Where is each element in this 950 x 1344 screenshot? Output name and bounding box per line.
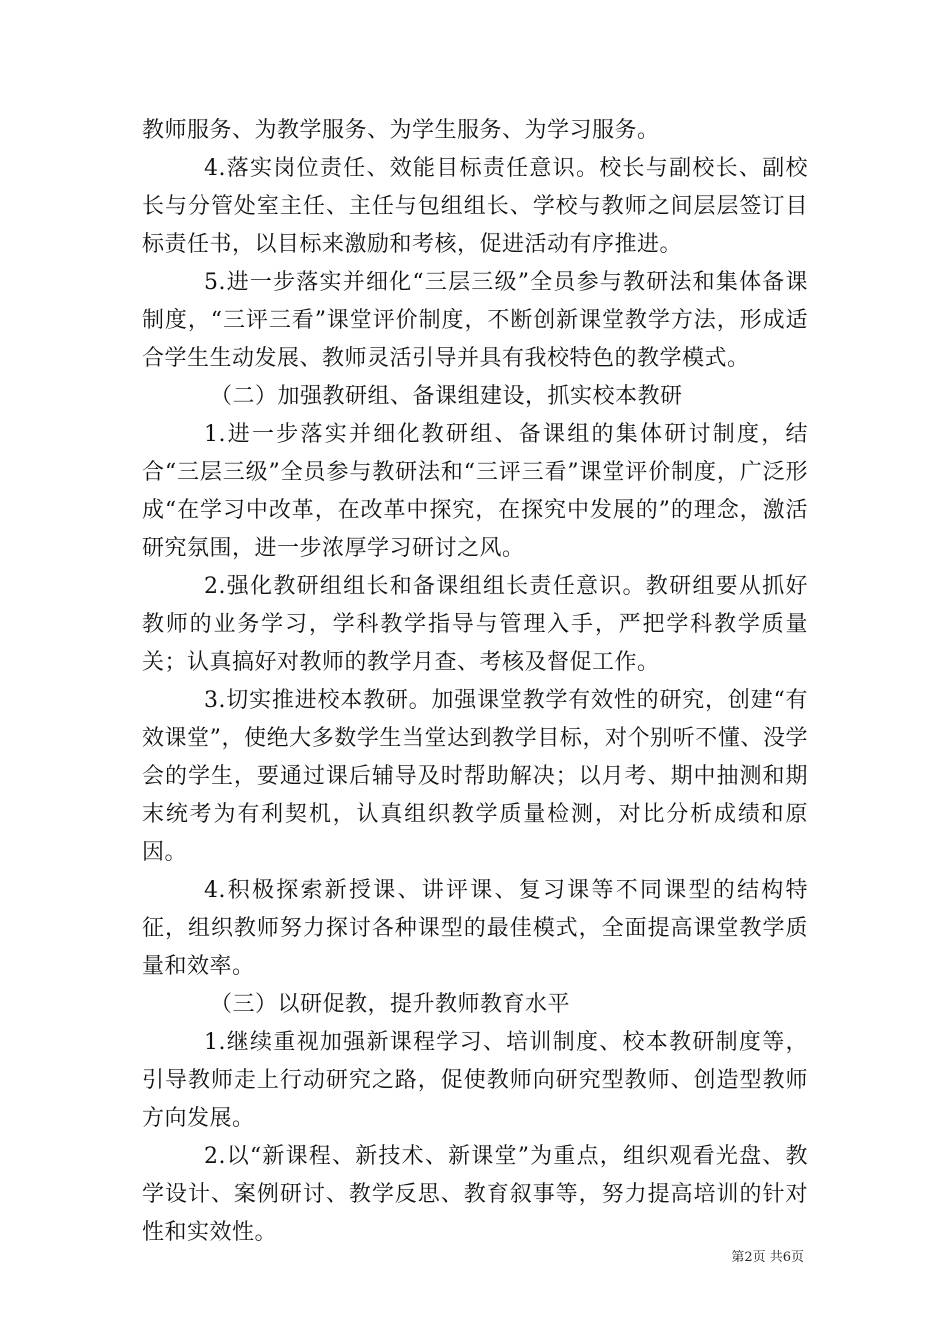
page-number-footer: 第2页 共6页 [731, 1250, 804, 1265]
paragraph-item-2: 2.强化教研组组长和备课组组长责任意识。教研组要从抓好教师的业务学习，学科教学指导与管理入手，严把学科教学质量关；认真搞好对教师的教学月查、考核及督促工作。 [142, 574, 808, 675]
section-heading-3: （三）以研促教，提升教师教育水平 [210, 992, 571, 1017]
section-heading-2: （二）加强教研组、备课组建设，抓实校本教研 [210, 384, 683, 409]
paragraph-item-3: 3.切实推进校本教研。加强课堂教学有效性的研究，创建“有效课堂”，使绝大多数学生当堂达到教学目标，对个别听不懂、没学会的学生，要通过课后辅导及时帮助解决；以月考、期中抽测和期末统考为有利契机，认真组织教学质量检测，对比分析成绩和原因。 [142, 688, 808, 865]
paragraph-item-5: 5.进一步落实并细化“三层三级”全员参与教研法和集体备课制度，“三评三看”课堂评价制度，不断创新课堂教学方法，形成适合学生生动发展、教师灵活引导并具有我校特色的教学模式。 [142, 270, 808, 371]
paragraph-continuation: 教师服务、为教学服务、为学生服务、为学习服务。 [142, 118, 660, 143]
paragraph-item-1b: 1.继续重视加强新课程学习、培训制度、校本教研制度等，引导教师走上行动研究之路，促使教师向研究型教师、创造型教师方向发展。 [142, 1030, 808, 1131]
paragraph-item-4b: 4.积极探索新授课、讲评课、复习课等不同课型的结构特征，组织教师努力探讨各种课型的最佳模式，全面提高课堂教学质量和效率。 [142, 878, 808, 979]
document-body [142, 112, 808, 1252]
paragraph-item-2b: 2.以“新课程、新技术、新课堂”为重点，组织观看光盘、教学设计、案例研讨、教学反思、教育叙事等，努力提高培训的针对性和实效性。 [142, 1144, 808, 1245]
paragraph-item-1: 1.进一步落实并细化教研组、备课组的集体研讨制度，结合“三层三级”全员参与教研法和“三评三看”课堂评价制度，广泛形成“在学习中改革，在改革中探究，在探究中发展的”的理念，激活研究氛围，进一步浓厚学习研讨之风。 [142, 422, 808, 561]
paragraph-item-4: 4.落实岗位责任、效能目标责任意识。校长与副校长、副校长与分管处室主任、主任与包组组长、学校与教师之间层层签订目标责任书，以目标来激励和考核，促进活动有序推进。 [142, 156, 808, 257]
